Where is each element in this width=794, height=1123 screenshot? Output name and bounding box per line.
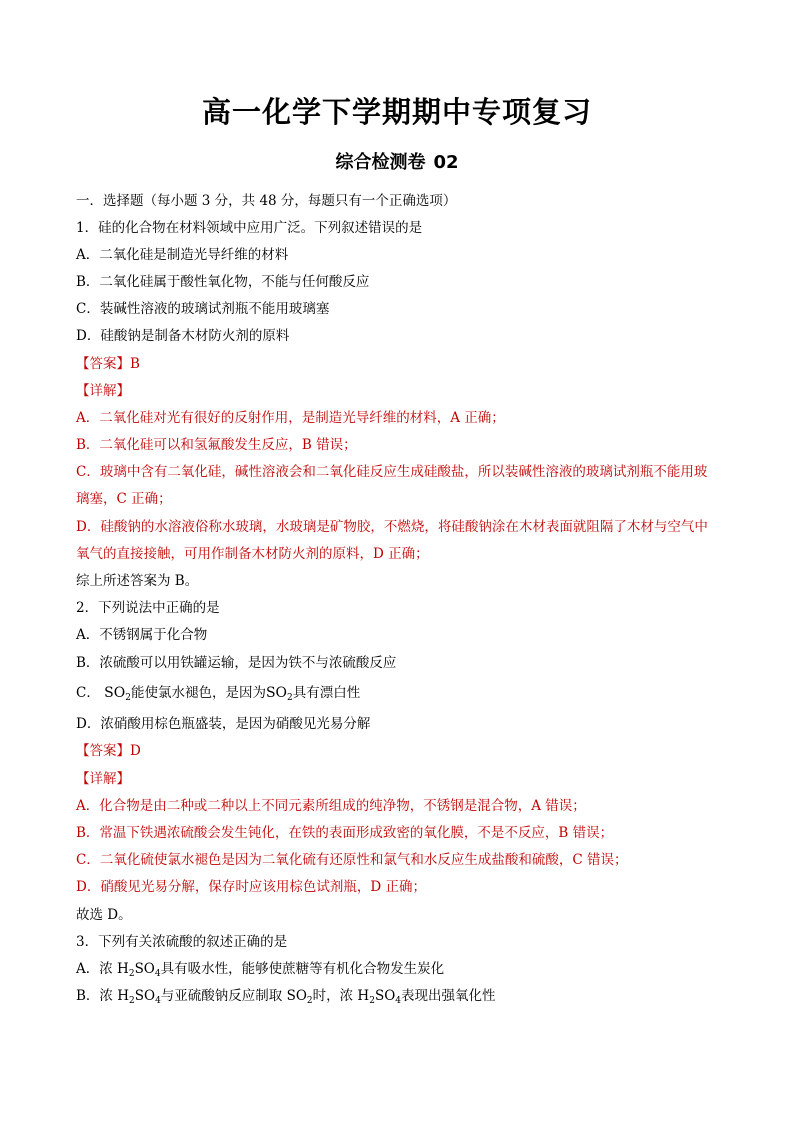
section-heading: 一．选择题（每小题 3 分，共 48 分，每题只有一个正确选项） <box>76 193 457 209</box>
q1-stem: 1．硅的化合物在材料领域中应用广泛。下列叙述错误的是 <box>76 220 423 236</box>
q2-option-c-formula1 <box>104 685 131 701</box>
q3-stem: 3．下列有关浓硫酸的叙述正确的是 <box>76 934 288 950</box>
q3-b-sub4: 2 <box>369 996 375 1006</box>
q3-a-post: 具有吸水性，能够使蔗糖等有机化合物发生炭化 <box>160 961 445 977</box>
q3-b-mid2: 与亚硫酸钠反应制取 SO <box>160 988 307 1004</box>
q2-conclusion: 故选 D。 <box>76 907 132 923</box>
q2-option-c-so2: SO <box>265 685 288 701</box>
q2-explain-d: D．硝酸见光易分解，保存时应该用棕色试剂瓶，D 正确； <box>76 879 426 895</box>
q3-b-mid3: 时，浓 H <box>312 988 370 1004</box>
q1-option-a: A．二氧化硅是制造光导纤维的材料 <box>76 247 289 263</box>
q1-explain-c-line2: 璃塞，C 正确； <box>76 491 172 507</box>
q3-a-mid: SO <box>134 961 155 977</box>
q2-explain-label: 【详解】 <box>76 771 130 787</box>
subtitle-number: 02 <box>433 152 459 173</box>
q3-b-mid4: SO <box>374 988 396 1004</box>
q2-explain-c: C．二氧化硫使氯水褪色是因为二氧化硫有还原性和氯气和水反应生成盐酸和硫酸，C 错误； <box>76 852 628 868</box>
q3-b-sub3: 2 <box>306 996 313 1006</box>
q2-stem: 2．下列说法中正确的是 <box>76 600 220 616</box>
q1-conclusion: 综上所述答案为 B。 <box>76 573 199 589</box>
q2-answer: 【答案】D <box>76 743 141 759</box>
q2-option-c-post: 具有漂白性 <box>292 685 361 701</box>
q1-option-d: D．硅酸钠是制备木材防火剂的原料 <box>76 328 290 344</box>
q3-a-pre: A．浓 H <box>76 961 129 977</box>
q2-explain-a: A．化合物是由二种或二种以上不同元素所组成的纯净物，不锈钢是混合物，A 错误； <box>76 798 586 814</box>
page-subtitle <box>0 149 794 177</box>
q1-option-c: C．装碱性溶液的玻璃试剂瓶不能用玻璃塞 <box>76 301 330 317</box>
q1-explain-d-line2: 氧气的直接接触，可用作制备木材防火剂的原料，D 正确； <box>76 546 429 562</box>
page-title: 高一化学下学期期中专项复习 <box>201 95 592 129</box>
q2-option-c-formula2 <box>266 685 293 701</box>
q3-b-pre: B．浓 H <box>76 988 129 1004</box>
q2-explain-b: B．常温下铁遇浓硫酸会发生钝化，在铁的表面形成致密的氧化膜，不是不反应，B 错误； <box>76 825 614 841</box>
q3-b-sub1: 2 <box>129 996 135 1006</box>
q2-option-c-so: SO <box>104 685 126 701</box>
q2-option-b: B．浓硫酸可以用铁罐运输，是因为铁不与浓硫酸反应 <box>76 655 397 671</box>
q2-option-a: A．不锈钢属于化合物 <box>76 627 208 643</box>
q2-option-c <box>76 683 726 703</box>
q1-explain-a: A．二氧化硅对光有很好的反射作用，是制造光导纤维的材料，A 正确； <box>76 410 505 426</box>
q3-b-sub2: 4 <box>155 996 161 1006</box>
q1-answer: 【答案】B <box>76 356 140 372</box>
q2-option-c-pre: C． <box>76 685 100 701</box>
q2-option-c-mid: 能使氯水褪色，是因为 <box>130 685 266 701</box>
q1-option-b: B．二氧化硅属于酸性氧化物，不能与任何酸反应 <box>76 274 370 290</box>
subtitle-text: 综合检测卷 <box>335 152 426 173</box>
q3-a-sub2: 4 <box>154 969 161 979</box>
q2-option-c-sub: 2 <box>125 693 131 703</box>
q2-option-d: D．浓硝酸用棕色瓶盛装，是因为硝酸见光易分解 <box>76 716 371 732</box>
q1-explain-c-line1: C．玻璃中含有二氧化硅，碱性溶液会和二氧化硅反应生成硅酸盐，所以装碱性溶液的玻璃试剂瓶不能用玻 <box>76 464 708 480</box>
q3-a-sub1: 2 <box>128 969 135 979</box>
q2-option-c-sub2: 2 <box>287 693 293 703</box>
q3-b-sub5: 4 <box>395 996 402 1006</box>
q3-option-b <box>76 986 726 1006</box>
q3-option-a <box>76 959 726 979</box>
q3-b-post: 表现出强氧化性 <box>401 988 496 1004</box>
q1-explain-b: B．二氧化硅可以和氢氟酸发生反应，B 错误； <box>76 437 357 453</box>
q3-b-mid1: SO <box>134 988 156 1004</box>
q1-explain-d-line1: D．硅酸钠的水溶液俗称水玻璃，水玻璃是矿物胶，不燃烧，将硅酸钠涂在木材表面就阻隔了木材与空气中 <box>76 519 708 535</box>
q1-explain-label: 【详解】 <box>76 383 130 399</box>
